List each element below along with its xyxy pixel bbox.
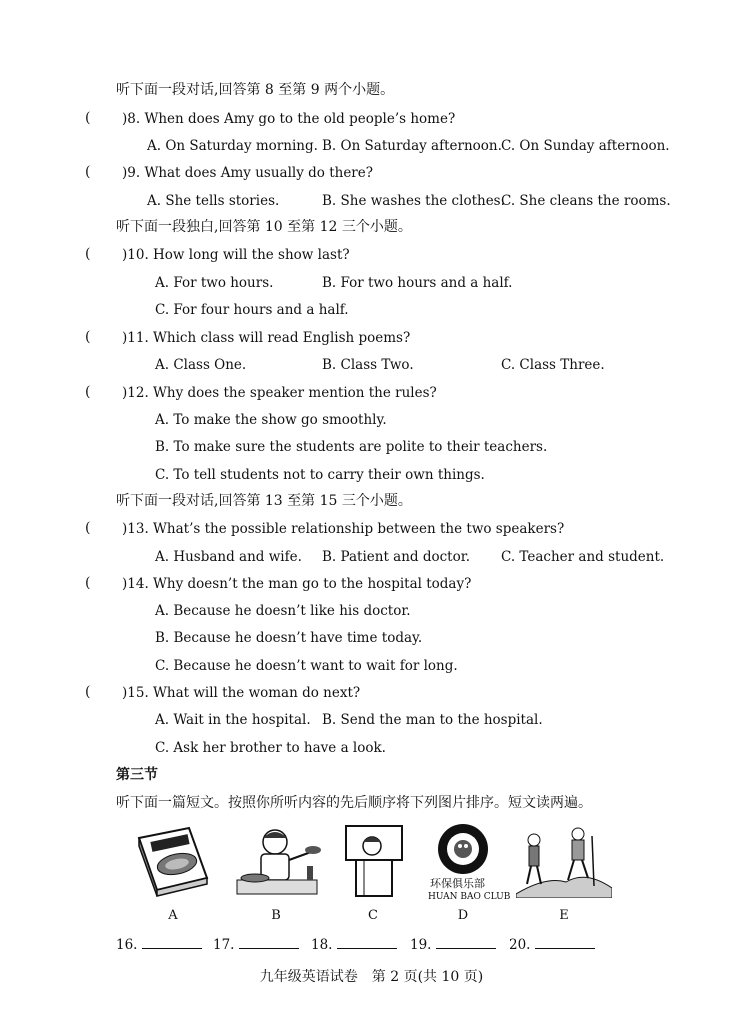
question-13: )13. What’s the possible relationship between the two speakers? xyxy=(122,521,565,537)
option-b: B. To make sure the students are polite to their teachers. xyxy=(155,439,548,455)
answer-paren: ( xyxy=(85,110,91,126)
answer-blank-17[interactable]: 17. xyxy=(213,936,299,953)
question-11: )11. Which class will read English poems? xyxy=(122,330,411,346)
picture-c-teacher-icon xyxy=(342,824,406,900)
picture-label: E xyxy=(559,908,569,923)
picture-label: A xyxy=(168,908,178,923)
option-c: C. Teacher and student. xyxy=(501,549,665,565)
section-intro: 听下面一段对话,回答第 8 至第 9 两个小题。 xyxy=(116,82,395,98)
picture-e-hiking-icon xyxy=(516,826,612,898)
picture-label: C xyxy=(368,908,378,923)
option-a: A. On Saturday morning. xyxy=(147,138,318,154)
question-14: )14. Why doesn’t the man go to the hospital today? xyxy=(122,576,472,592)
option-a: A. Class One. xyxy=(155,357,247,373)
picture-b-cooking-icon xyxy=(233,826,323,898)
section-title: 第三节 xyxy=(116,767,158,783)
section-intro: 听下面一段对话,回答第 13 至第 15 三个小题。 xyxy=(116,493,412,509)
answer-paren: ( xyxy=(85,384,91,400)
option-b: B. Send the man to the hospital. xyxy=(322,712,543,728)
picture-label: B xyxy=(271,908,281,923)
answer-blank-20[interactable]: 20. xyxy=(509,936,595,953)
answer-blank-19[interactable]: 19. xyxy=(410,936,496,953)
option-c: C. To tell students not to carry their own things. xyxy=(155,467,485,483)
page-footer: 九年级英语试卷 第 2 页(共 10 页) xyxy=(259,969,484,985)
option-b: B. Class Two. xyxy=(322,357,414,373)
question-8: )8. When does Amy go to the old people’s home? xyxy=(122,111,456,127)
option-b: B. She washes the clothes. xyxy=(322,193,505,209)
option-c: C. She cleans the rooms. xyxy=(501,193,671,209)
answer-blank-16[interactable]: 16. xyxy=(116,936,202,953)
club-name: 环保俱乐部 xyxy=(430,877,485,890)
answer-blank-18[interactable]: 18. xyxy=(311,936,397,953)
option-b: B. On Saturday afternoon. xyxy=(322,138,502,154)
option-c: C. On Sunday afternoon. xyxy=(501,138,670,154)
answer-paren: ( xyxy=(85,329,91,345)
question-12: )12. Why does the speaker mention the rules? xyxy=(122,385,437,401)
option-c: C. Ask her brother to have a look. xyxy=(155,740,386,756)
option-c: C. Because he doesn’t want to wait for long. xyxy=(155,658,458,674)
option-a: A. She tells stories. xyxy=(147,193,280,209)
option-a: A. Husband and wife. xyxy=(155,549,302,565)
section-instruction: 听下面一篇短文。按照你所听内容的先后顺序将下列图片排序。短文读两遍。 xyxy=(116,795,592,811)
club-pinyin: HUAN BAO CLUB xyxy=(428,892,511,902)
option-a: A. Because he doesn’t like his doctor. xyxy=(155,603,411,619)
question-9: )9. What does Amy usually do there? xyxy=(122,165,373,181)
answer-paren: ( xyxy=(85,246,91,262)
question-15: )15. What will the woman do next? xyxy=(122,685,361,701)
option-b: B. For two hours and a half. xyxy=(322,275,513,291)
option-a: A. To make the show go smoothly. xyxy=(155,412,387,428)
option-c: C. For four hours and a half. xyxy=(155,302,349,318)
section-intro: 听下面一段独白,回答第 10 至第 12 三个小题。 xyxy=(116,219,412,235)
answer-paren: ( xyxy=(85,575,91,591)
option-a: A. For two hours. xyxy=(155,275,274,291)
question-10: )10. How long will the show last? xyxy=(122,247,350,263)
answer-paren: ( xyxy=(85,520,91,536)
picture-label: D xyxy=(457,908,469,923)
answer-paren: ( xyxy=(85,684,91,700)
option-b: B. Patient and doctor. xyxy=(322,549,470,565)
answer-paren: ( xyxy=(85,164,91,180)
option-b: B. Because he doesn’t have time today. xyxy=(155,630,423,646)
option-c: C. Class Three. xyxy=(501,357,605,373)
option-a: A. Wait in the hospital. xyxy=(155,712,311,728)
picture-a-book-icon xyxy=(133,824,213,898)
picture-d-club-logo-icon xyxy=(432,822,494,876)
